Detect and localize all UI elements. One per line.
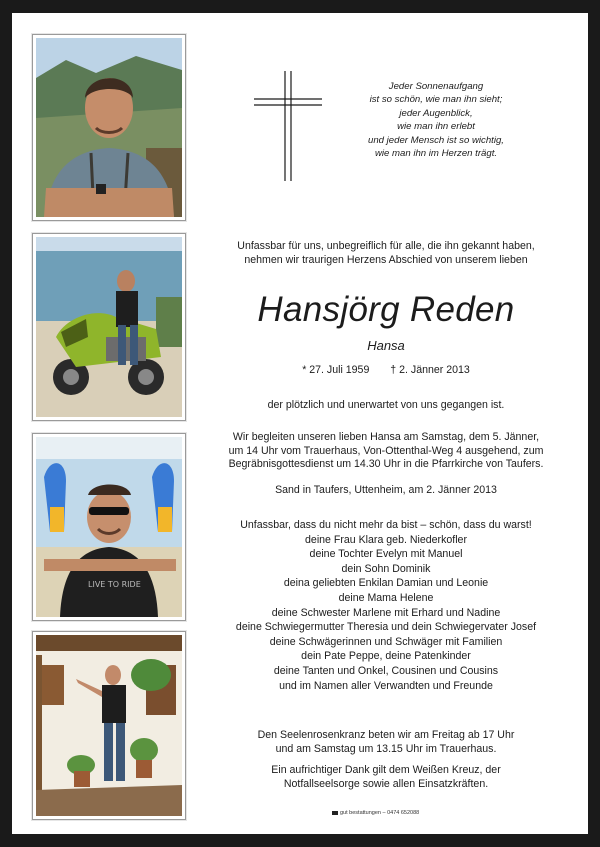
family-line: deine Schwägerinnen und Schwäger mit Familien bbox=[269, 635, 503, 648]
obituary-card bbox=[12, 13, 588, 834]
portrait-image bbox=[36, 38, 182, 217]
poem-line: jeder Augenblick, bbox=[399, 107, 473, 119]
life-dates bbox=[200, 364, 572, 378]
rosary-info bbox=[200, 729, 572, 756]
thanks-note bbox=[200, 764, 572, 791]
undertaker-logo-icon bbox=[332, 811, 338, 815]
family-list bbox=[200, 518, 572, 693]
deceased-name: Hansjörg Reden bbox=[257, 290, 515, 329]
family-line: deina geliebten Enkilan Damian und Leonie bbox=[283, 577, 489, 590]
thanks-line: Notfallseelsorge sowie allen Einsatzkräften. bbox=[283, 777, 489, 790]
family-line: dein Pate Peppe, deine Patenkinder bbox=[301, 650, 471, 663]
poem-line: wie man ihn erlebt bbox=[397, 121, 475, 133]
death-date: † 2. Jänner 2013 bbox=[390, 364, 470, 376]
funeral-line: Begräbnisgottesdienst um 14.30 Uhr in die Pfarrkirche von Taufers. bbox=[228, 458, 544, 471]
photo-motorcycle bbox=[32, 233, 186, 421]
intro-line: Unfassbar für uns, unbegreiflich für alle, die ihn gekannt haben, bbox=[237, 240, 535, 252]
intro-line: nehmen wir traurigen Herzens Abschied von unserem lieben bbox=[244, 253, 528, 266]
deceased-nickname: Hansa bbox=[367, 338, 405, 353]
funeral-details bbox=[200, 431, 572, 472]
passed-text: der plötzlich und unerwartet von uns gegangen ist. bbox=[267, 399, 505, 411]
poem-line: ist so schön, wie man ihn sieht; bbox=[369, 94, 503, 106]
family-line: deine Schwester Marlene mit Erhard und Nadine bbox=[271, 606, 501, 619]
family-line: Unfassbar, dass du nicht mehr da bist – schön, dass du warst! bbox=[240, 519, 532, 531]
poem-line: und jeder Mensch ist so wichtig, bbox=[368, 134, 504, 146]
family-line: und im Namen aller Verwandten und Freunde bbox=[279, 679, 493, 692]
poem-line: Jeder Sonnenaufgang bbox=[388, 81, 484, 92]
family-line: deine Tochter Evelyn mit Manuel bbox=[309, 548, 463, 561]
family-line: deine Schwiegermutter Theresia und dein Schwiegervater Josef bbox=[235, 621, 537, 634]
photo-parrots bbox=[32, 433, 186, 621]
funeral-line: um 14 Uhr vom Trauerhaus, Von-Ottenthal-Weg 4 ausgehend, zum bbox=[228, 444, 544, 457]
family-line: deine Frau Klara geb. Niederkofler bbox=[305, 533, 467, 546]
intro-text bbox=[200, 240, 572, 267]
thanks-line: Ein aufrichtiger Dank gilt dem Weißen Kreuz, der bbox=[271, 764, 501, 776]
funeral-line: Wir begleiten unseren lieben Hansa am Samstag, dem 5. Jänner, bbox=[232, 431, 540, 443]
cross-icon bbox=[252, 69, 324, 183]
rosary-line: und am Samstag um 13.15 Uhr im Trauerhaus. bbox=[275, 742, 497, 755]
svg-text:LIVE TO RIDE: LIVE TO RIDE bbox=[88, 580, 141, 589]
parrots-image bbox=[36, 437, 182, 617]
family-line: deine Mama Helene bbox=[338, 591, 434, 604]
family-line: dein Sohn Dominik bbox=[341, 562, 431, 575]
poem-line: wie man ihn im Herzen trägt. bbox=[374, 148, 498, 160]
family-line: deine Tanten und Onkel, Cousinen und Cousins bbox=[273, 664, 499, 677]
photo-portrait bbox=[32, 34, 186, 221]
rosary-line: Den Seelenrosenkranz beten wir am Freitag ab 17 Uhr bbox=[257, 729, 515, 741]
motorcycle-image bbox=[36, 237, 182, 417]
photo-doorway bbox=[32, 631, 186, 820]
poem bbox=[336, 80, 536, 160]
place-date: Sand in Taufers, Uttenheim, am 2. Jänner 2013 bbox=[275, 484, 497, 496]
doorway-image bbox=[36, 635, 182, 816]
undertaker-note: gut bestattungen – 0474 652088 bbox=[332, 810, 452, 816]
birth-date: * 27. Juli 1959 bbox=[302, 364, 370, 376]
